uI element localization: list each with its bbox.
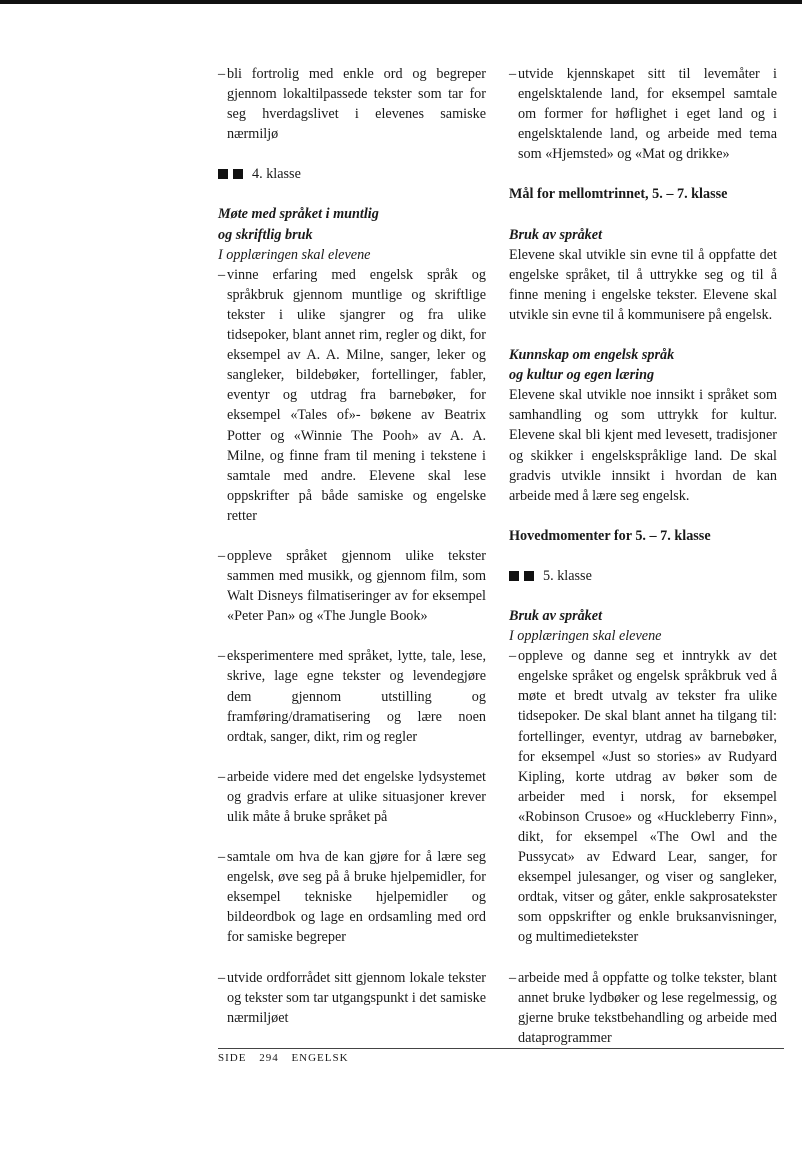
list-item-text: utvide kjennskapet sitt til levemåter i engelsktalende land, for eksempel samtale om former for høflighet i eget land og i engelsktalende land, og arbeide med tema som «Hjemsted» og «Mat og drikke» <box>518 66 777 163</box>
section-heading: Bruk av språket I opplæringen skal elevene <box>509 606 777 646</box>
footer-side-label: SIDE <box>218 1052 247 1064</box>
right-column <box>509 64 777 1048</box>
section-intro: I opplæringen skal elevene <box>509 628 662 645</box>
list-item: – samtale om hva de kan gjøre for å lære seg engelsk, øve seg på å bruke hjelpemidler, for eksempel tekniske hjelpemidler og bildeordbok og lage en ordsamling med ord for samiske begreper <box>218 847 486 947</box>
list-item-text: eksperimentere med språket, lytte, tale, lese, skrive, lage egne tekster og levendegjøre dem gjennom utstilling og framføring/dramatisering og lære noen ordtak, sanger, dikt, rim og regler <box>227 648 486 745</box>
list-item: – arbeide med å oppfatte og tolke tekster, blant annet bruke lydbøker og lese regelmessig, og gjerne bruke tekstbehandling og arbeide med dataprogrammer <box>509 968 777 1048</box>
grade-marker <box>218 164 486 184</box>
list-item: – utvide kjennskapet sitt til levemåter i engelsktalende land, for eksempel samtale om former for høflighet i eget land og i engelsktalende land, og arbeide med tema som «Hjemsted» og «Mat og drikke» <box>509 64 777 164</box>
list-item: – oppleve språket gjennom ulike tekster sammen med musikk, og gjennom film, som Walt Disneys filmatiseringer av for eksempel «Peter Pan» og «The Jungle Book» <box>218 546 486 626</box>
kunnskap-section <box>509 345 777 506</box>
list-item-text: bli fortrolig med enkle ord og begreper gjennom lokaltilpassede tekster som tar for seg hverdagslivet i elevenes samiske nærmiljø <box>227 66 486 143</box>
list-item: – arbeide videre med det engelske lydsystemet og gradvis erfare at ulike situasjoner krever ulik måte å bruke språket på <box>218 767 486 827</box>
square-bullet-icon <box>233 169 243 179</box>
goals-heading: Mål for mellomtrinnet, 5. – 7. klasse <box>509 186 728 203</box>
list-item-text: vinne erfaring med engelsk språk og språkbruk gjennom muntlige og skriftlige tekster i ulike sjangrer og fra ulike tidsepoker, blant annet rim, regler og dikt, for eksempel av A. A. Milne, sanger, leker og sangleker, bildebøker, fortellinger, fabler, eventyr og utdrag fra barnebøker, for eksempel «Tales of»- bøkene av Beatrix Potter og «Winnie The Pooh» av A. A. Milne, og finne fram til mening i tekstene i samtale med andre. Elevene skal lese oppskrifter på både samiske og engelske retter <box>227 266 486 524</box>
list-item: – vinne erfaring med engelsk språk og språkbruk gjennom muntlige og skriftlige tekster i ulike sjangrer og fra ulike tidsepoker, blant annet rim, regler og dikt, for eksempel av A. A. Milne, sanger, leker og sangleker, bildebøker, fortellinger, fabler, eventyr og utdrag fra barnebøker, for eksempel «Tales of»- bøkene av Beatrix Potter og «Winnie The Pooh» av A. A. Milne, og finne fram til mening i tekstene i samtale med andre. Elevene skal lese oppskrifter på både samiske og engelske retter <box>218 265 486 526</box>
list-item-text: oppleve og danne seg et inntrykk av det engelske språket og engelsk språkbruk ved å møte et bredt utvalg av tekster fra ulike tidsepoker. De skal blant annet ha tilgang til: fortellinger, eventyr, utdrag av barnebøker, for eksempel «Just so stories» av Rudyard Kipling, korte utdrag av bøker som de arbeider med i norsk, for eksempel «Robinson Crusoe» og «Huckleberry Finn», dikt, for eksempel «The Owl and the Pussycat» av Edward Lear, sanger, for eksempel julesanger, og viser og sangleker, ordtak, vitser og gåter, enkle sakprosatekster som oppskrifter og enkle bruksanvisninger, og multimedietekster <box>518 648 777 946</box>
footer-subject: ENGELSK <box>291 1052 349 1064</box>
section-intro: I opplæringen skal elevene <box>218 246 371 263</box>
list-item-text: arbeide med å oppfatte og tolke tekster, blant annet bruke lydbøker og lese regelmessig, og gjerne bruke tekstbehandling og arbeide med dataprogrammer <box>518 969 777 1046</box>
square-bullet-icon <box>524 571 534 581</box>
list-item: – oppleve og danne seg et inntrykk av det engelske språket og engelsk språkbruk ved å møte et bredt utvalg av tekster fra ulike tidsepoker. De skal blant annet ha tilgang til: fortellinger, eventyr, utdrag av barnebøker, for eksempel «Just so stories» av Rudyard Kipling, korte utdrag av bøker som de arbeider med i norsk, for eksempel «Robinson Crusoe» og «Huckleberry Finn», dikt, for eksempel «The Owl and the Pussycat» av Edward Lear, sanger, for eksempel julesanger, og viser og sangleker, ordtak, vitser og gåter, enkle sakprosatekster som oppskrifter og enkle bruksanvisninger, og multimedietekster <box>509 646 777 947</box>
grade-label: 5. klasse <box>543 567 592 584</box>
page-number: 294 <box>259 1052 279 1064</box>
list-item-text: samtale om hva de kan gjøre for å lære seg engelsk, øve seg på å bruke hjelpemidler, for eksempel tekniske hjelpemidler og bildeordbok og lage en ordsamling med ord for samiske begreper <box>227 849 486 946</box>
list-item-text: oppleve språket gjennom ulike tekster sammen med musikk, og gjennom film, som Walt Disneys filmatiseringer av for eksempel «Peter Pan» og «The Jungle Book» <box>227 547 486 625</box>
list-item: – bli fortrolig med enkle ord og begreper gjennom lokaltilpassede tekster som tar for seg hverdagslivet i elevenes samiske nærmiljø <box>218 64 486 144</box>
left-column <box>218 64 486 1028</box>
list-item-text: arbeide videre med det engelske lydsystemet og gradvis erfare at ulike situasjoner krever ulik måte å bruke språket på <box>227 768 486 825</box>
grade-marker <box>509 566 777 586</box>
top-border <box>0 0 802 4</box>
bruk-section <box>509 225 777 325</box>
square-bullet-icon <box>218 169 228 179</box>
footer-divider <box>218 1048 784 1049</box>
section-heading: Kunnskap om engelsk språk <box>509 347 675 364</box>
section-paragraph: Elevene skal utvikle noe innsikt i språket som samhandling og som uttrykk for kultur. Elevene skal bli kjent med levesett, tradisjoner og skikker i engelskspråklige land. De skal gradvis utvikle innsikt i hvordan de kan arbeide med å lære seg engelsk. <box>509 387 777 504</box>
list-item: – utvide ordforrådet sitt gjennom lokale tekster og tekster som tar utgangspunkt i det samiske nærmiljøet <box>218 968 486 1028</box>
section-heading: Bruk av språket <box>509 226 603 243</box>
section-heading: og kultur og egen læring <box>509 367 655 384</box>
section-paragraph: Elevene skal utvikle sin evne til å oppfatte det engelske språket, til å uttrykke seg og til å finne mening i engelske tekster. Elevene skal utvikle sin evne til å kommunisere på engelsk. <box>509 246 777 323</box>
main-heading: Hovedmomenter for 5. – 7. klasse <box>509 527 711 544</box>
square-bullet-icon <box>509 571 519 581</box>
section-heading: Møte med språket i muntlig og skriftlig bruk I opplæringen skal elevene <box>218 204 486 264</box>
page-footer <box>218 1052 358 1064</box>
list-item: – eksperimentere med språket, lytte, tale, lese, skrive, lage egne tekster og levendegjøre dem gjennom utstilling og framføring/dramatisering og lære noen ordtak, sanger, dikt, rim og regler <box>218 646 486 746</box>
grade-label: 4. klasse <box>252 166 301 183</box>
list-item-text: utvide ordforrådet sitt gjennom lokale tekster og tekster som tar utgangspunkt i det samiske nærmiljøet <box>227 969 486 1026</box>
